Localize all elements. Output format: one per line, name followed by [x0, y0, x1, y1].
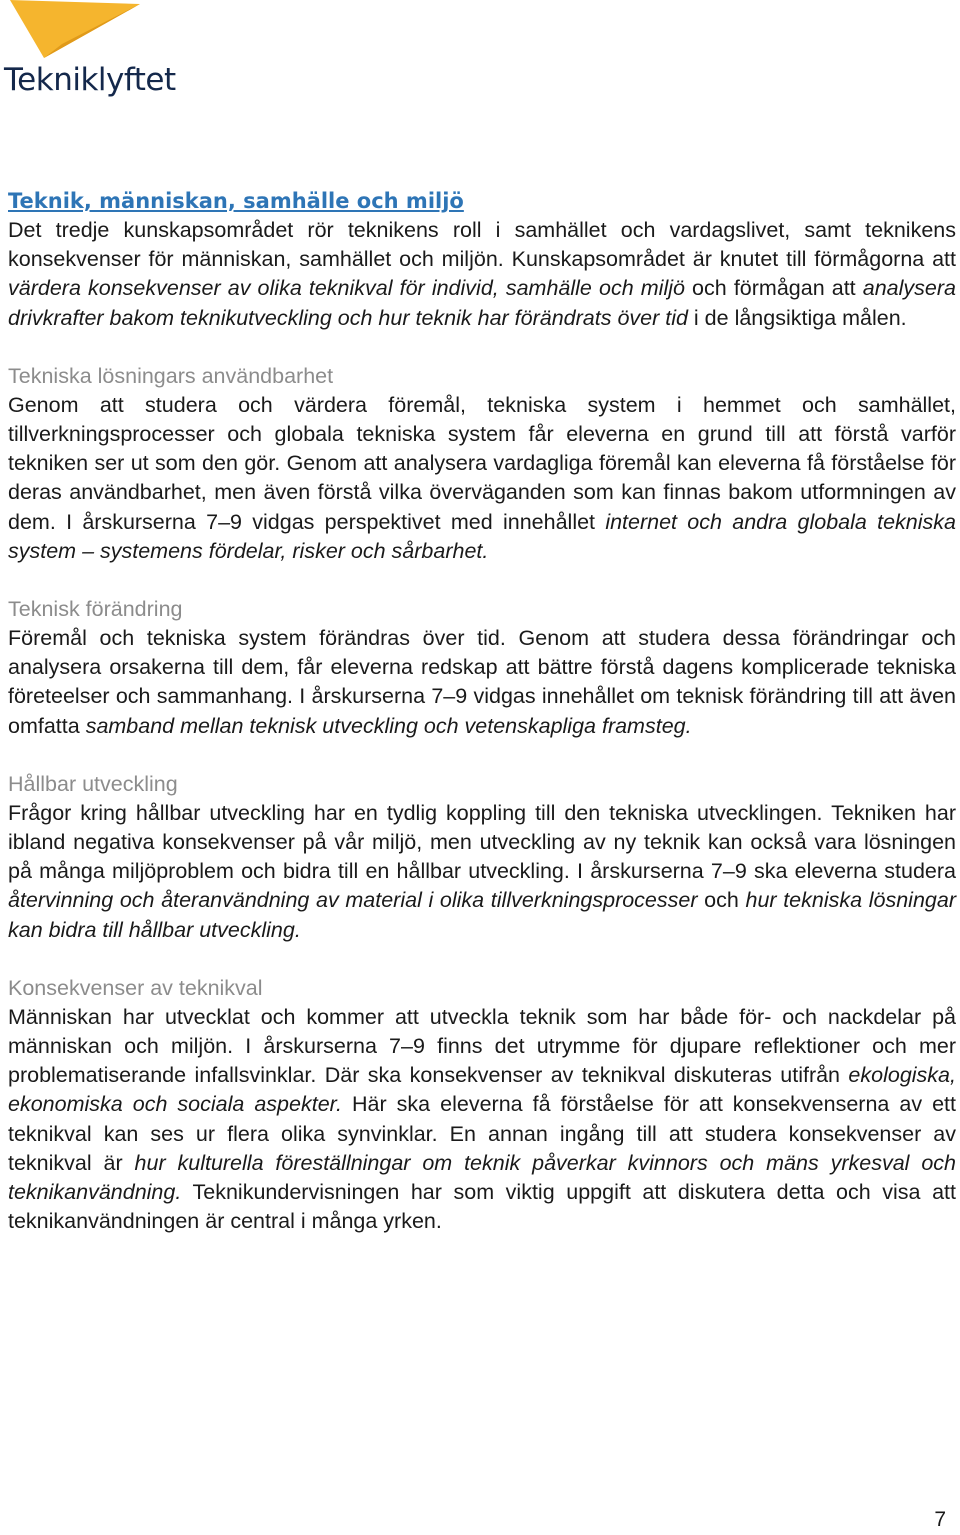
body-text: och förmågan att — [684, 276, 863, 301]
body-text: Föremål och tekniska system förändras över tid. Genom att studera dessa förändringar och analysera orsakerna till dem, får eleverna redskap att bättre förstå dagens komplicerade tekniska företeelser och sammanhang. I årskurserna 7–9 vidgas innehållet om teknisk förändring till att även omfatta — [8, 626, 956, 738]
subsection-body — [8, 799, 956, 945]
section-intro — [8, 216, 956, 333]
italic-text: återvinning och återanvändning av material i olika tillverkningsprocesser — [8, 888, 698, 913]
italic-text: samband mellan teknisk utveckling och vetenskapliga framsteg. — [85, 713, 692, 738]
subsection-heading: Tekniska lösningars användbarhet — [8, 363, 334, 388]
body-text: Här ska eleverna få förståelse för att konsekvenserna av ett teknikval kan ses ur flera olika synvinklar. En annan ingång till att studera konsekvenser av teknikval är — [8, 1092, 957, 1175]
body-text: och — [697, 888, 746, 913]
subsection-heading: Hållbar utveckling — [8, 771, 178, 796]
subsection-body — [8, 1003, 956, 1237]
body-text: Teknikundervisningen har som viktig uppgift att diskutera detta och visa att teknikanvändningen är central i många yrken. — [8, 1180, 956, 1234]
subsection-body — [8, 391, 956, 566]
body-text: i de långsiktiga målen. — [687, 305, 907, 330]
italic-text: analysera drivkrafter bakom teknikutveckling och hur teknik har förändrats över tid — [8, 276, 956, 330]
italic-text: hur tekniska lösningar kan bidra till hållbar utveckling. — [8, 888, 956, 942]
subsection-body — [8, 624, 956, 741]
body-text: Genom att studera och värdera föremål, tekniska system i hemmet och samhället, tillverkningsprocesser och globala tekniska system får eleverna en grund till att förstå varför tekniken ser ut som den gör. Genom att analysera vardagliga föremål kan eleverna få förståelse för deras användbarhet, men även förstå vilka överväganden som kan finnas bakom utformningen av dem. I årskurserna 7–9 vidgas perspektivet med innehållet — [8, 392, 956, 534]
body-text: Det tredje kunskapsområdet rör teknikens roll i samhället och vardagslivet, samt teknikens konsekvenser för människan, samhället och miljön. Kunskapsområdet är knutet till förmågorna att — [8, 218, 956, 272]
subsection-heading: Teknisk förändring — [8, 597, 183, 622]
body-text: Frågor kring hållbar utveckling har en tydlig koppling till den tekniska utvecklingen. Tekniken har ibland negativa konsekvenser på vår miljö, men utveckling av ny teknik kan också vara lösningen på många miljöproblem och bidra till en hållbar utveckling. I årskurserna 7–9 ska eleverna studera — [8, 800, 956, 884]
document-content — [8, 186, 956, 1236]
italic-text: ekologiska, ekonomiska och sociala aspekter. — [8, 1063, 956, 1117]
tekniklyftet-logo — [0, 0, 180, 110]
paper-plane-icon — [10, 0, 140, 62]
logo-text: Tekniklyftet — [4, 62, 176, 98]
subsection-heading: Konsekvenser av teknikval — [8, 975, 263, 1000]
subsections — [8, 361, 956, 1237]
italic-text: hur kulturella föreställningar om teknik påverkar kvinnors och mäns yrkesval och teknikanvändning. — [8, 1150, 956, 1205]
italic-text: internet och andra globala tekniska system – systemens fördelar, risker och sårbarhet. — [8, 509, 956, 563]
section-title: Teknik, människan, samhälle och miljö — [8, 189, 464, 213]
italic-text: värdera konsekvenser av olika teknikval för individ, samhälle och miljö — [8, 276, 685, 301]
page-number: 7 — [934, 1508, 946, 1531]
body-text: Människan har utvecklat och kommer att utveckla teknik som har både för- och nackdelar på människan och miljön. I årskurserna 7–9 finns det utrymme för djupare reflektioner och mer problematiserande infallsvinklar. Där ska konsekvenser av teknikval diskuteras utifrån — [8, 1004, 956, 1088]
